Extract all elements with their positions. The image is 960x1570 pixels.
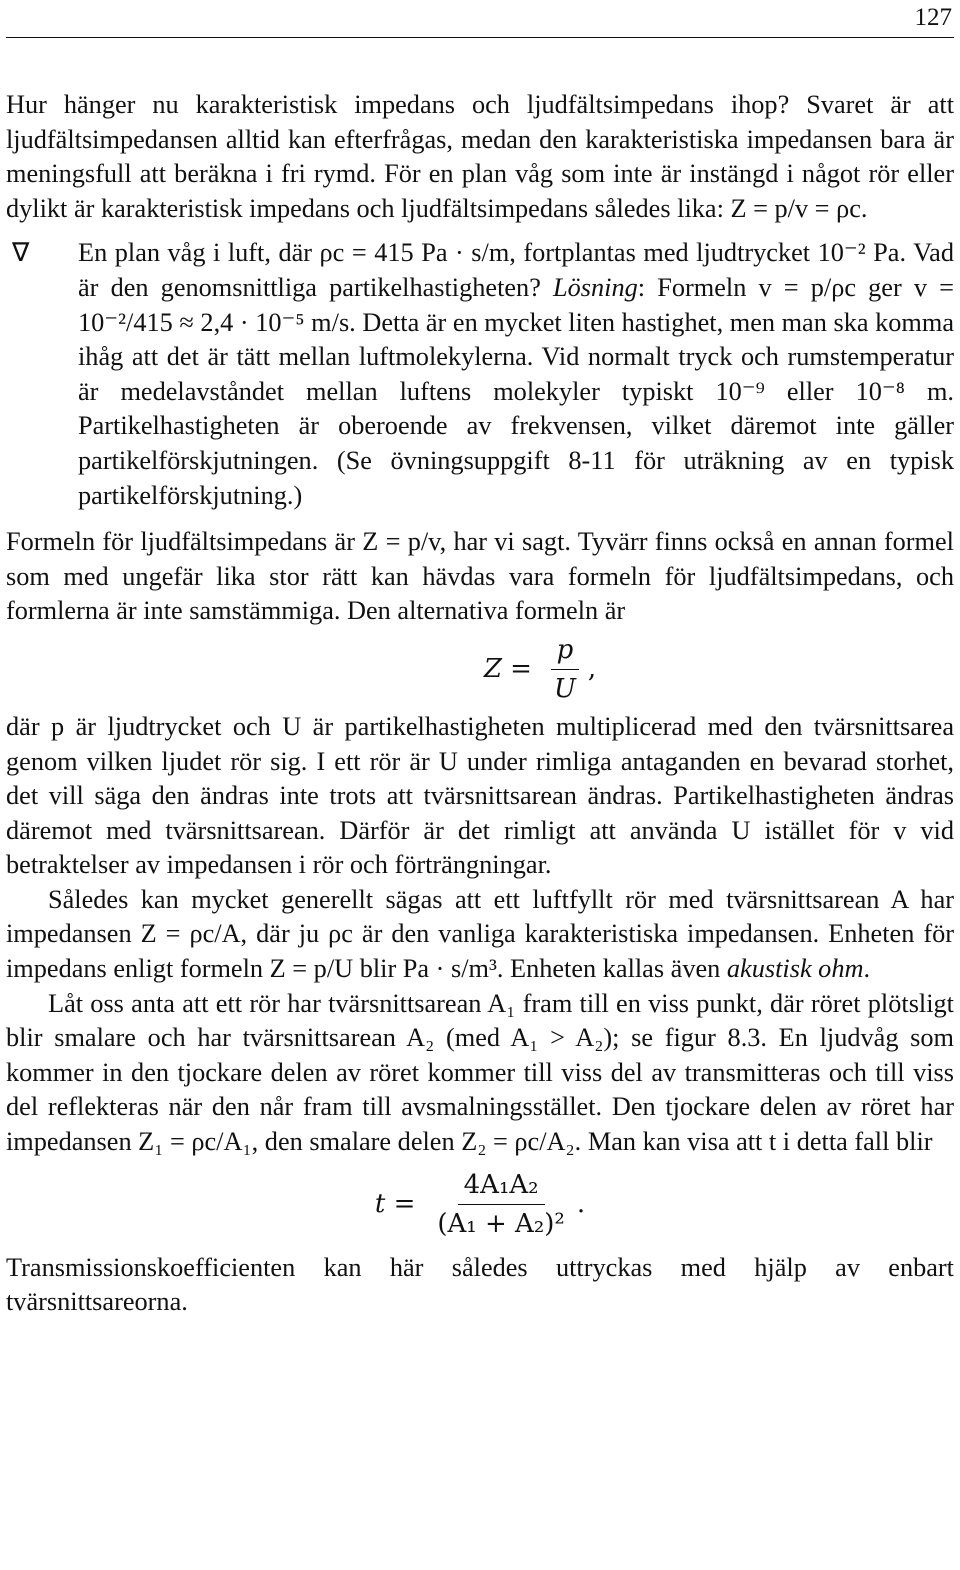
equation-transmission [6, 1168, 954, 1241]
fraction [548, 633, 582, 706]
equation-trail: . [576, 1188, 586, 1219]
example-block [6, 236, 954, 513]
denominator: (A₁ + A₂)² [437, 1208, 565, 1239]
units-end: . [863, 954, 871, 984]
paragraph-intro: Hur hänger nu karakteristisk impedans och ljudfältsimpedans ihop? Svaret är att ljudfältsimpedansen alltid kan efterfrågas, medan den karakteristiska impedansen bara är meningsfull att beräkna i fri rymd. För en plan våg som inte är instängd i något rör eller dylikt är karakteristisk impedans och ljudfältsimpedans således lika: Z = p/v = ρc. [6, 90, 954, 223]
fraction [431, 1168, 570, 1241]
paragraph-formula-intro: Formeln för ljudfältsimpedans är Z = p/v, har vi sagt. Tyvärr finns också en annan formel som med ungefär lika stor rätt kan hävdas vara formeln för ljudfältsimpedans, och formlerna är inte samstämmiga. Den alternativa formeln är [6, 527, 954, 626]
page-number: 127 [914, 4, 952, 31]
example-text: En plan våg i luft, där ρc = 415 Pa · s/m, fortplantas med ljudtrycket 10⁻² Pa. Vad är den genomsnittliga partikelhastigheten? [78, 238, 954, 302]
denominator: U [553, 673, 576, 704]
equation-trail: , [587, 654, 597, 685]
page-body [6, 88, 954, 1320]
paragraph-units [6, 883, 954, 987]
term-akustisk-ohm: akustisk ohm [726, 954, 864, 984]
equation-impedance [126, 633, 954, 706]
header-rule [6, 37, 954, 38]
numerator: 4A₁A₂ [458, 1168, 545, 1205]
equation-lhs: Z = [483, 654, 532, 685]
numerator: p [551, 633, 580, 670]
solution-text: : Formeln v = p/ρc ger v = 10⁻²/415 ≈ 2,4 · 10⁻⁵ m/s. Detta är en mycket liten hastighet, men man ska komma ihåg att det är tätt mellan luftmolekylerna. Vid normalt tryck och rumstemperatur är medelavståndet mellan luftens molekyler typiskt 10⁻⁹ eller 10⁻⁸ m. Partikelhastigheten är oberoende av frekvensen, vilket däremot inte gäller partikelförskjutningen. (Se övningsuppgift 8-11 för uträkning av en typisk partikelförskjutning.) [78, 272, 954, 510]
units-text: Således kan mycket generellt sägas att ett luftfyllt rör med tvärsnittsarean A har impedansen Z = ρc/A, där ju ρc är den vanliga karakteristiska impedansen. Enheten för impedans enligt formeln Z = p/U blir Pa · s/m³. Enheten kallas även [6, 884, 954, 984]
solution-label: Lösning [553, 272, 638, 302]
paragraph-pipe: Låt oss anta att ett rör har tvärsnittsarean A₁ fram till en viss punkt, där röret plötsligt blir smalare och har tvärsnittsarean A₂ (med A₁ > A₂); se figur 8.3. En ljudvåg som kommer in den tjockare delen av röret kommer till viss del av transmitteras och till viss del reflekteras när den når fram till avsmalningsstället. Den tjockare delen av röret har impedansen Z₁ = ρc/A₁, den smalare delen Z₂ = ρc/A₂. Man kan visa att t i detta fall blir [6, 988, 954, 1157]
triangle-marker-icon: ∇ [12, 238, 30, 269]
paragraph-explanation: där p är ljudtrycket och U är partikelhastigheten multiplicerad med den tvärsnittsarea genom vilken ljudet rör sig. I ett rör är U under rimliga antaganden en bevarad storhet, det vill säga den ändras inte trots att tvärsnittsarean ändras. Partikelhastigheten ändras däremot med tvärsnittsarean. Därför är det rimligt att använda U istället för v vid betraktelser av impedansen i rör och förträngningar. [6, 711, 954, 880]
paragraph-conclusion: Transmissionskoefficienten kan här således uttryckas med hjälp av enbart tvärsnittsareorna. [6, 1252, 954, 1317]
equation-lhs: t = [374, 1188, 416, 1219]
